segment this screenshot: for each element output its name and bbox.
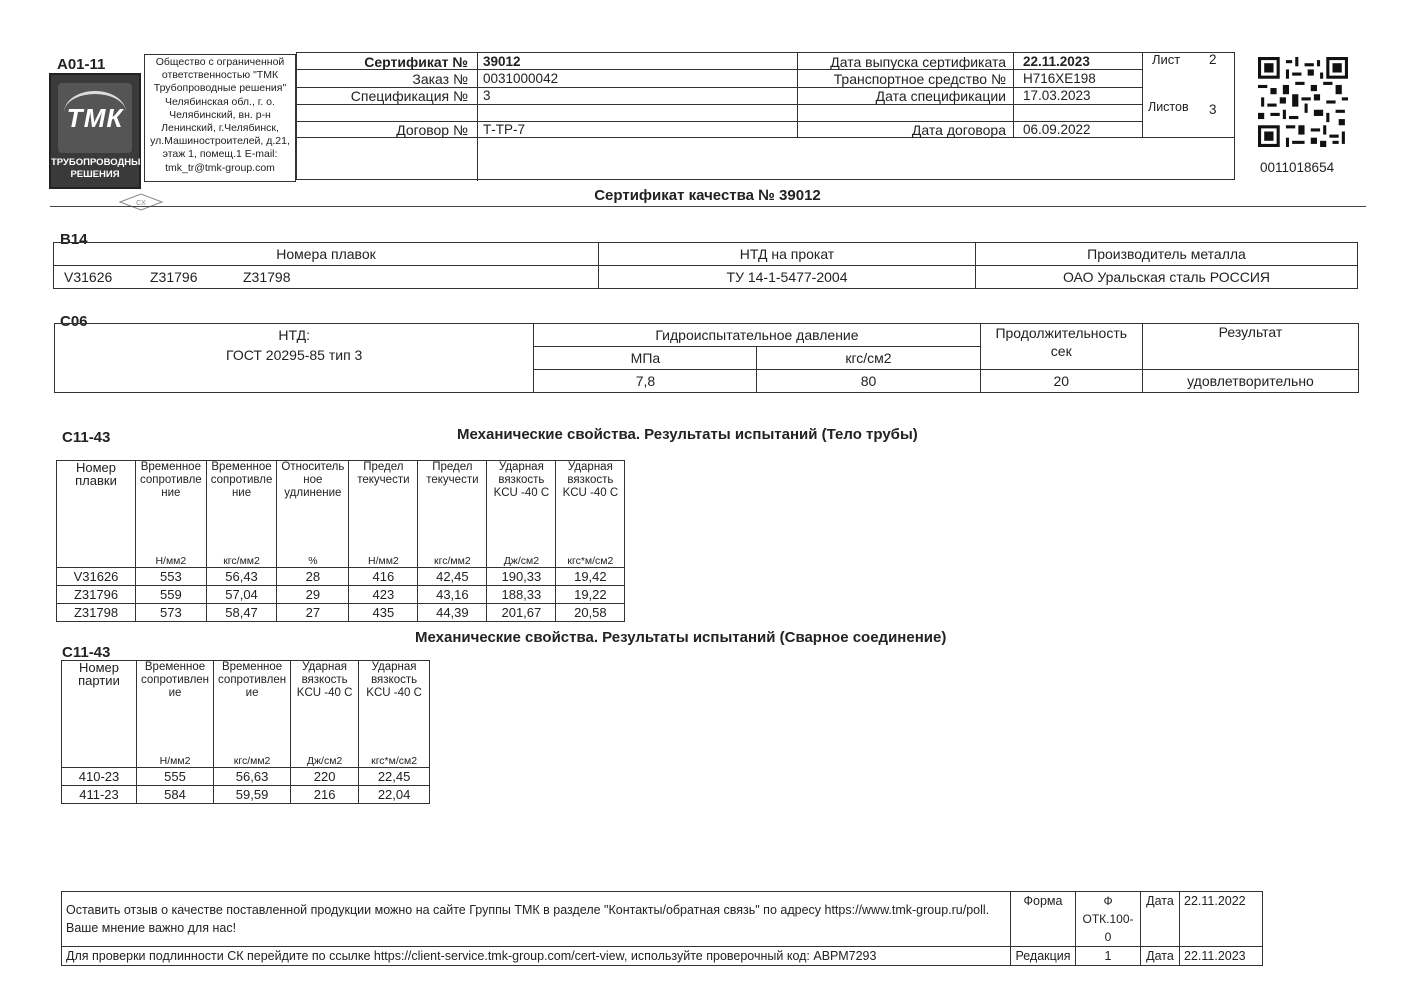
heat-number: Z31796 — [150, 269, 198, 285]
logo-line-2: РЕШЕНИЯ — [70, 169, 120, 180]
mech-body-title: Механические свойства. Результаты испытаний (Тело трубы) — [457, 426, 918, 443]
title-rule — [50, 206, 1366, 207]
cert-no-label: Сертификат № — [364, 54, 468, 70]
mech-weld-title: Механические свойства. Результаты испытаний (Сварное соединение) — [415, 629, 947, 646]
transport-value: Н716ХЕ198 — [1023, 71, 1096, 86]
hydrotest-table — [54, 323, 1359, 393]
ntd-value: ГОСТ 20295-85 тип 3 — [55, 347, 534, 393]
table-cell: 27 — [277, 604, 349, 622]
col-header: Предел текучести — [418, 461, 487, 552]
contract-date-label: Дата договора — [911, 122, 1006, 138]
col-header: Временное сопротивлен ие — [214, 661, 291, 752]
table-cell: 559 — [136, 586, 207, 604]
table-cell: 190,33 — [487, 568, 556, 586]
verify-text: Для проверки подлинности СК перейдите по ссылке https://client-service.tmk-group.com/cert-view, используйте проверочный код: АВРМ7293 — [62, 947, 1011, 966]
duration-unit: сек — [1050, 343, 1072, 359]
col-header: Временное сопротивле ние — [136, 461, 207, 552]
table-cell: 58,47 — [206, 604, 277, 622]
col-header: Временное сопротивле ние — [206, 461, 277, 552]
unit: кгс/мм2 — [206, 551, 277, 568]
cert-no-value: 39012 — [483, 54, 521, 69]
unit: Н/мм2 — [137, 751, 214, 768]
form-date: 22.11.2022 — [1180, 892, 1263, 947]
table-cell: 411-23 — [62, 786, 137, 804]
unit: кгс/мм2 — [214, 751, 291, 768]
issue-date-value: 22.11.2023 — [1023, 54, 1090, 69]
heats-header: Номера плавок — [54, 243, 599, 266]
form-label: Форма — [1011, 892, 1076, 947]
tmk-logo-icon: ТМК — [58, 83, 132, 153]
ntd-value: ТУ 14-1-5477-2004 — [599, 266, 976, 289]
result-header: Результат — [1142, 324, 1358, 370]
table-cell: 43,16 — [418, 586, 487, 604]
ntd-header: НТД на прокат — [599, 243, 976, 266]
issue-date-label: Дата выпуска сертификата — [830, 54, 1006, 70]
table-cell: 56,43 — [206, 568, 277, 586]
mech-weld-rows — [62, 768, 430, 804]
table-row — [57, 586, 625, 604]
table-cell: 410-23 — [62, 768, 137, 786]
sheet-value: 2 — [1209, 52, 1217, 67]
unit: кгс*м/см2 — [556, 551, 625, 568]
unit — [57, 551, 136, 568]
table-cell: 555 — [137, 768, 214, 786]
sheets-value: 3 — [1209, 102, 1217, 117]
table-cell: 573 — [136, 604, 207, 622]
table-cell: 57,04 — [206, 586, 277, 604]
qr-code-icon — [1258, 57, 1348, 147]
transport-label: Транспортное средство № — [833, 71, 1006, 87]
maker-header: Производитель металла — [976, 243, 1358, 266]
table-cell: 22,04 — [359, 786, 430, 804]
company-logo — [49, 73, 147, 189]
sheet-label: Лист — [1152, 52, 1181, 67]
edition-date-label: Дата — [1141, 947, 1180, 966]
contract-date-value: 06.09.2022 — [1023, 122, 1091, 137]
heat-number: Z31798 — [243, 269, 291, 285]
col-header: Относитель ное удлинение — [277, 461, 349, 552]
mpa-value: 7,8 — [534, 370, 757, 393]
contract-label: Договор № — [396, 122, 468, 138]
table-cell: 44,39 — [418, 604, 487, 622]
duration-value: 20 — [980, 370, 1142, 393]
col-header: Ударная вязкость KCU -40 C — [487, 461, 556, 552]
table-cell: 435 — [349, 604, 418, 622]
mech-body-table — [56, 460, 625, 622]
table-row — [62, 768, 430, 786]
table-cell: 19,22 — [556, 586, 625, 604]
unit: % — [277, 551, 349, 568]
heat-number: V31626 — [64, 269, 113, 285]
table-cell: 20,58 — [556, 604, 625, 622]
c06-code: С06 — [60, 313, 88, 330]
col-header: Ударная вязкость KCU -40 C — [556, 461, 625, 552]
spec-value: 3 — [483, 88, 491, 103]
mech-weld-code: С11-43 — [62, 644, 111, 661]
table-cell: 553 — [136, 568, 207, 586]
qr-number: 0011018654 — [1260, 160, 1335, 175]
kgf-unit: кгс/см2 — [757, 347, 980, 370]
duration-header: Продолжительность сек — [980, 324, 1142, 370]
table-cell: Z31798 — [57, 604, 136, 622]
table-cell: 19,42 — [556, 568, 625, 586]
unit: Дж/см2 — [487, 551, 556, 568]
mech-body-code: С11-43 — [62, 429, 111, 446]
unit: Н/мм2 — [136, 551, 207, 568]
mpa-unit: МПа — [534, 347, 757, 370]
col-header: Предел текучести — [349, 461, 418, 552]
table-cell: 188,33 — [487, 586, 556, 604]
table-row — [57, 604, 625, 622]
svg-text:CX: CX — [136, 200, 146, 207]
table-cell: 29 — [277, 586, 349, 604]
result-value: удовлетворительно — [1142, 370, 1358, 393]
table-row — [57, 568, 625, 586]
edition-label: Редакция — [1011, 947, 1076, 966]
ntd-header: НТД: — [55, 324, 534, 347]
table-row — [62, 786, 430, 804]
table-cell: 59,59 — [214, 786, 291, 804]
order-value: 0031000042 — [483, 71, 559, 86]
mech-body-rows — [57, 568, 625, 622]
col-header: Номер плавки — [57, 461, 136, 552]
table-cell: 416 — [349, 568, 418, 586]
table-cell: 56,63 — [214, 768, 291, 786]
col-header: Номер партии — [62, 661, 137, 752]
heat-numbers — [54, 266, 599, 289]
col-header: Ударная вязкость KCU -40 C — [291, 661, 359, 752]
doc-code: А01-11 — [57, 56, 106, 73]
form-date-label: Дата — [1141, 892, 1180, 947]
table-cell: 42,45 — [418, 568, 487, 586]
b14-code: В14 — [60, 231, 88, 248]
company-address: Общество с ограниченной ответственностью "ТМК Трубопроводные решения" Челябинская обл., г. о. Челябинский, вн. р-н Ленинский, г.Челябинск, ул.Машиностроителей, д.21, этаж 1, помещ.1 E-mail: tmk_tr@tmk-group.com — [144, 54, 296, 182]
kgf-value: 80 — [757, 370, 980, 393]
table-cell: 216 — [291, 786, 359, 804]
contract-value: Т-ТР-7 — [483, 122, 525, 137]
spec-label: Спецификация № — [350, 88, 468, 104]
unit — [62, 751, 137, 768]
table-cell: 28 — [277, 568, 349, 586]
table-cell: 423 — [349, 586, 418, 604]
form-value: Ф ОТК.100-0 — [1076, 892, 1141, 947]
heats-table — [53, 242, 1358, 289]
mech-weld-table — [61, 660, 430, 804]
unit: кгс*м/см2 — [359, 751, 430, 768]
table-cell: 22,45 — [359, 768, 430, 786]
spec-date-label: Дата спецификации — [875, 88, 1006, 104]
col-header: Ударная вязкость KCU -40 C — [359, 661, 430, 752]
table-cell: 584 — [137, 786, 214, 804]
certificate-header-grid — [296, 52, 1235, 180]
table-cell: Z31796 — [57, 586, 136, 604]
pressure-header: Гидроиспытательное давление — [534, 324, 980, 347]
table-cell: 201,67 — [487, 604, 556, 622]
col-header: Временное сопротивлен ие — [137, 661, 214, 752]
edition-value: 1 — [1076, 947, 1141, 966]
unit: кгс/мм2 — [418, 551, 487, 568]
table-cell: V31626 — [57, 568, 136, 586]
logo-line-1: ТРУБОПРОВОДНЫЕ — [51, 157, 147, 168]
edition-date: 22.11.2023 — [1180, 947, 1263, 966]
unit: Дж/см2 — [291, 751, 359, 768]
unit: Н/мм2 — [349, 551, 418, 568]
footer-table — [61, 891, 1263, 966]
certificate-title: Сертификат качества № 39012 — [594, 187, 821, 204]
order-label: Заказ № — [412, 71, 468, 87]
feedback-text: Оставить отзыв о качестве поставленной продукции можно на сайте Группы ТМК в разделе "Контакты/обратная связь" по адресу https://www.tmk-group.ru/poll. Ваше мнение важно для нас! — [62, 892, 1011, 947]
sheets-label: Листов — [1148, 100, 1189, 114]
maker-value: ОАО Уральская сталь РОССИЯ — [976, 266, 1358, 289]
spec-date-value: 17.03.2023 — [1023, 88, 1091, 103]
table-cell: 220 — [291, 768, 359, 786]
